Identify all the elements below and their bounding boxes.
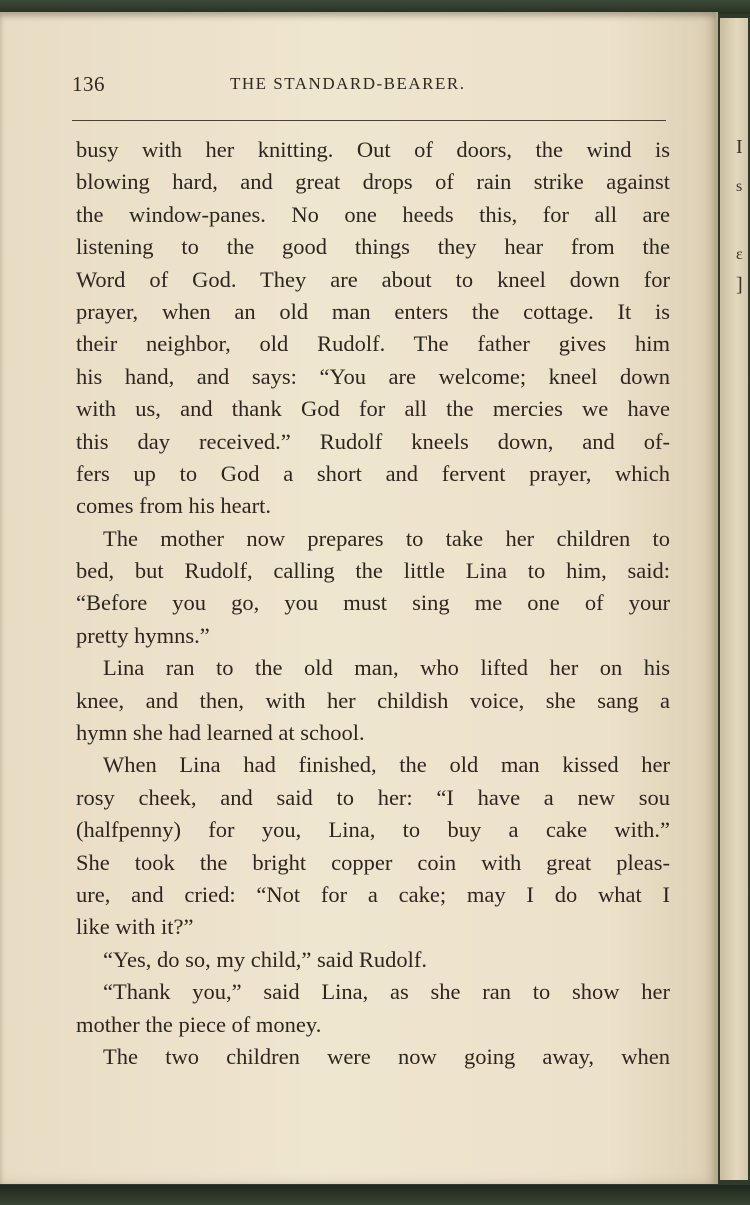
text-line: the window-panes. No one heeds this, for all are: [76, 201, 670, 227]
text-line: bed, but Rudolf, calling the little Lina to him, said:: [76, 558, 670, 584]
adjacent-fragment: ε: [736, 246, 743, 263]
text-line: pretty hymns.”: [76, 622, 210, 648]
text-line: their neighbor, old Rudolf. The father gives him: [76, 331, 670, 357]
running-title: THE STANDARD-BEARER.: [230, 74, 466, 93]
text-line: The two children were now going away, when: [103, 1043, 670, 1069]
text-line: She took the bright copper coin with great pleas-: [76, 849, 670, 875]
text-line: like with it?”: [76, 914, 194, 940]
text-line: “Before you go, you must sing me one of your: [76, 590, 670, 616]
page-number: 136: [72, 72, 105, 96]
text-line: fers up to God a short and fervent prayer, which: [76, 460, 670, 486]
text-line: rosy cheek, and said to her: “I have a new sou: [76, 784, 670, 810]
text-line: mother the piece of money.: [76, 1011, 322, 1037]
text-line: listening to the good things they hear from the: [76, 234, 670, 260]
text-line: hymn she had learned at school.: [76, 720, 365, 746]
bottom-binding-edge: [0, 1185, 750, 1205]
text-line: comes from his heart.: [76, 493, 271, 519]
text-line: (halfpenny) for you, Lina, to buy a cake with.”: [76, 817, 670, 843]
text-line: blowing hard, and great drops of rain strike against: [76, 169, 670, 195]
text-line: “Thank you,” said Lina, as she ran to show her: [103, 979, 670, 1005]
running-head: [72, 72, 668, 102]
text-line: his hand, and says: “You are welcome; kneel down: [76, 363, 670, 389]
text-line: with us, and thank God for all the mercies we have: [76, 396, 670, 422]
adjacent-fragment: I: [736, 136, 743, 158]
body-text: [76, 134, 670, 1073]
text-line: When Lina had finished, the old man kissed her: [103, 752, 670, 778]
text-line: Word of God. They are about to kneel down for: [76, 266, 670, 292]
adjacent-fragment: ]: [736, 274, 743, 296]
header-rule: [72, 120, 666, 122]
text-line: knee, and then, with her childish voice, she sang a: [76, 687, 670, 713]
text-line: busy with her knitting. Out of doors, the wind is: [76, 137, 670, 162]
text-line: The mother now prepares to take her children to: [103, 525, 670, 551]
text-line: prayer, when an old man enters the cottage. It is: [76, 298, 670, 324]
text-line: ure, and cried: “Not for a cake; may I do what I: [76, 881, 670, 907]
text-line: Lina ran to the old man, who lifted her on his: [103, 655, 670, 681]
adjacent-fragment: s: [736, 178, 743, 195]
text-line: this day received.” Rudolf kneels down, and of-: [76, 428, 670, 454]
adjacent-page-edge: [720, 18, 748, 1180]
text-line: “Yes, do so, my child,” said Rudolf.: [103, 946, 427, 972]
